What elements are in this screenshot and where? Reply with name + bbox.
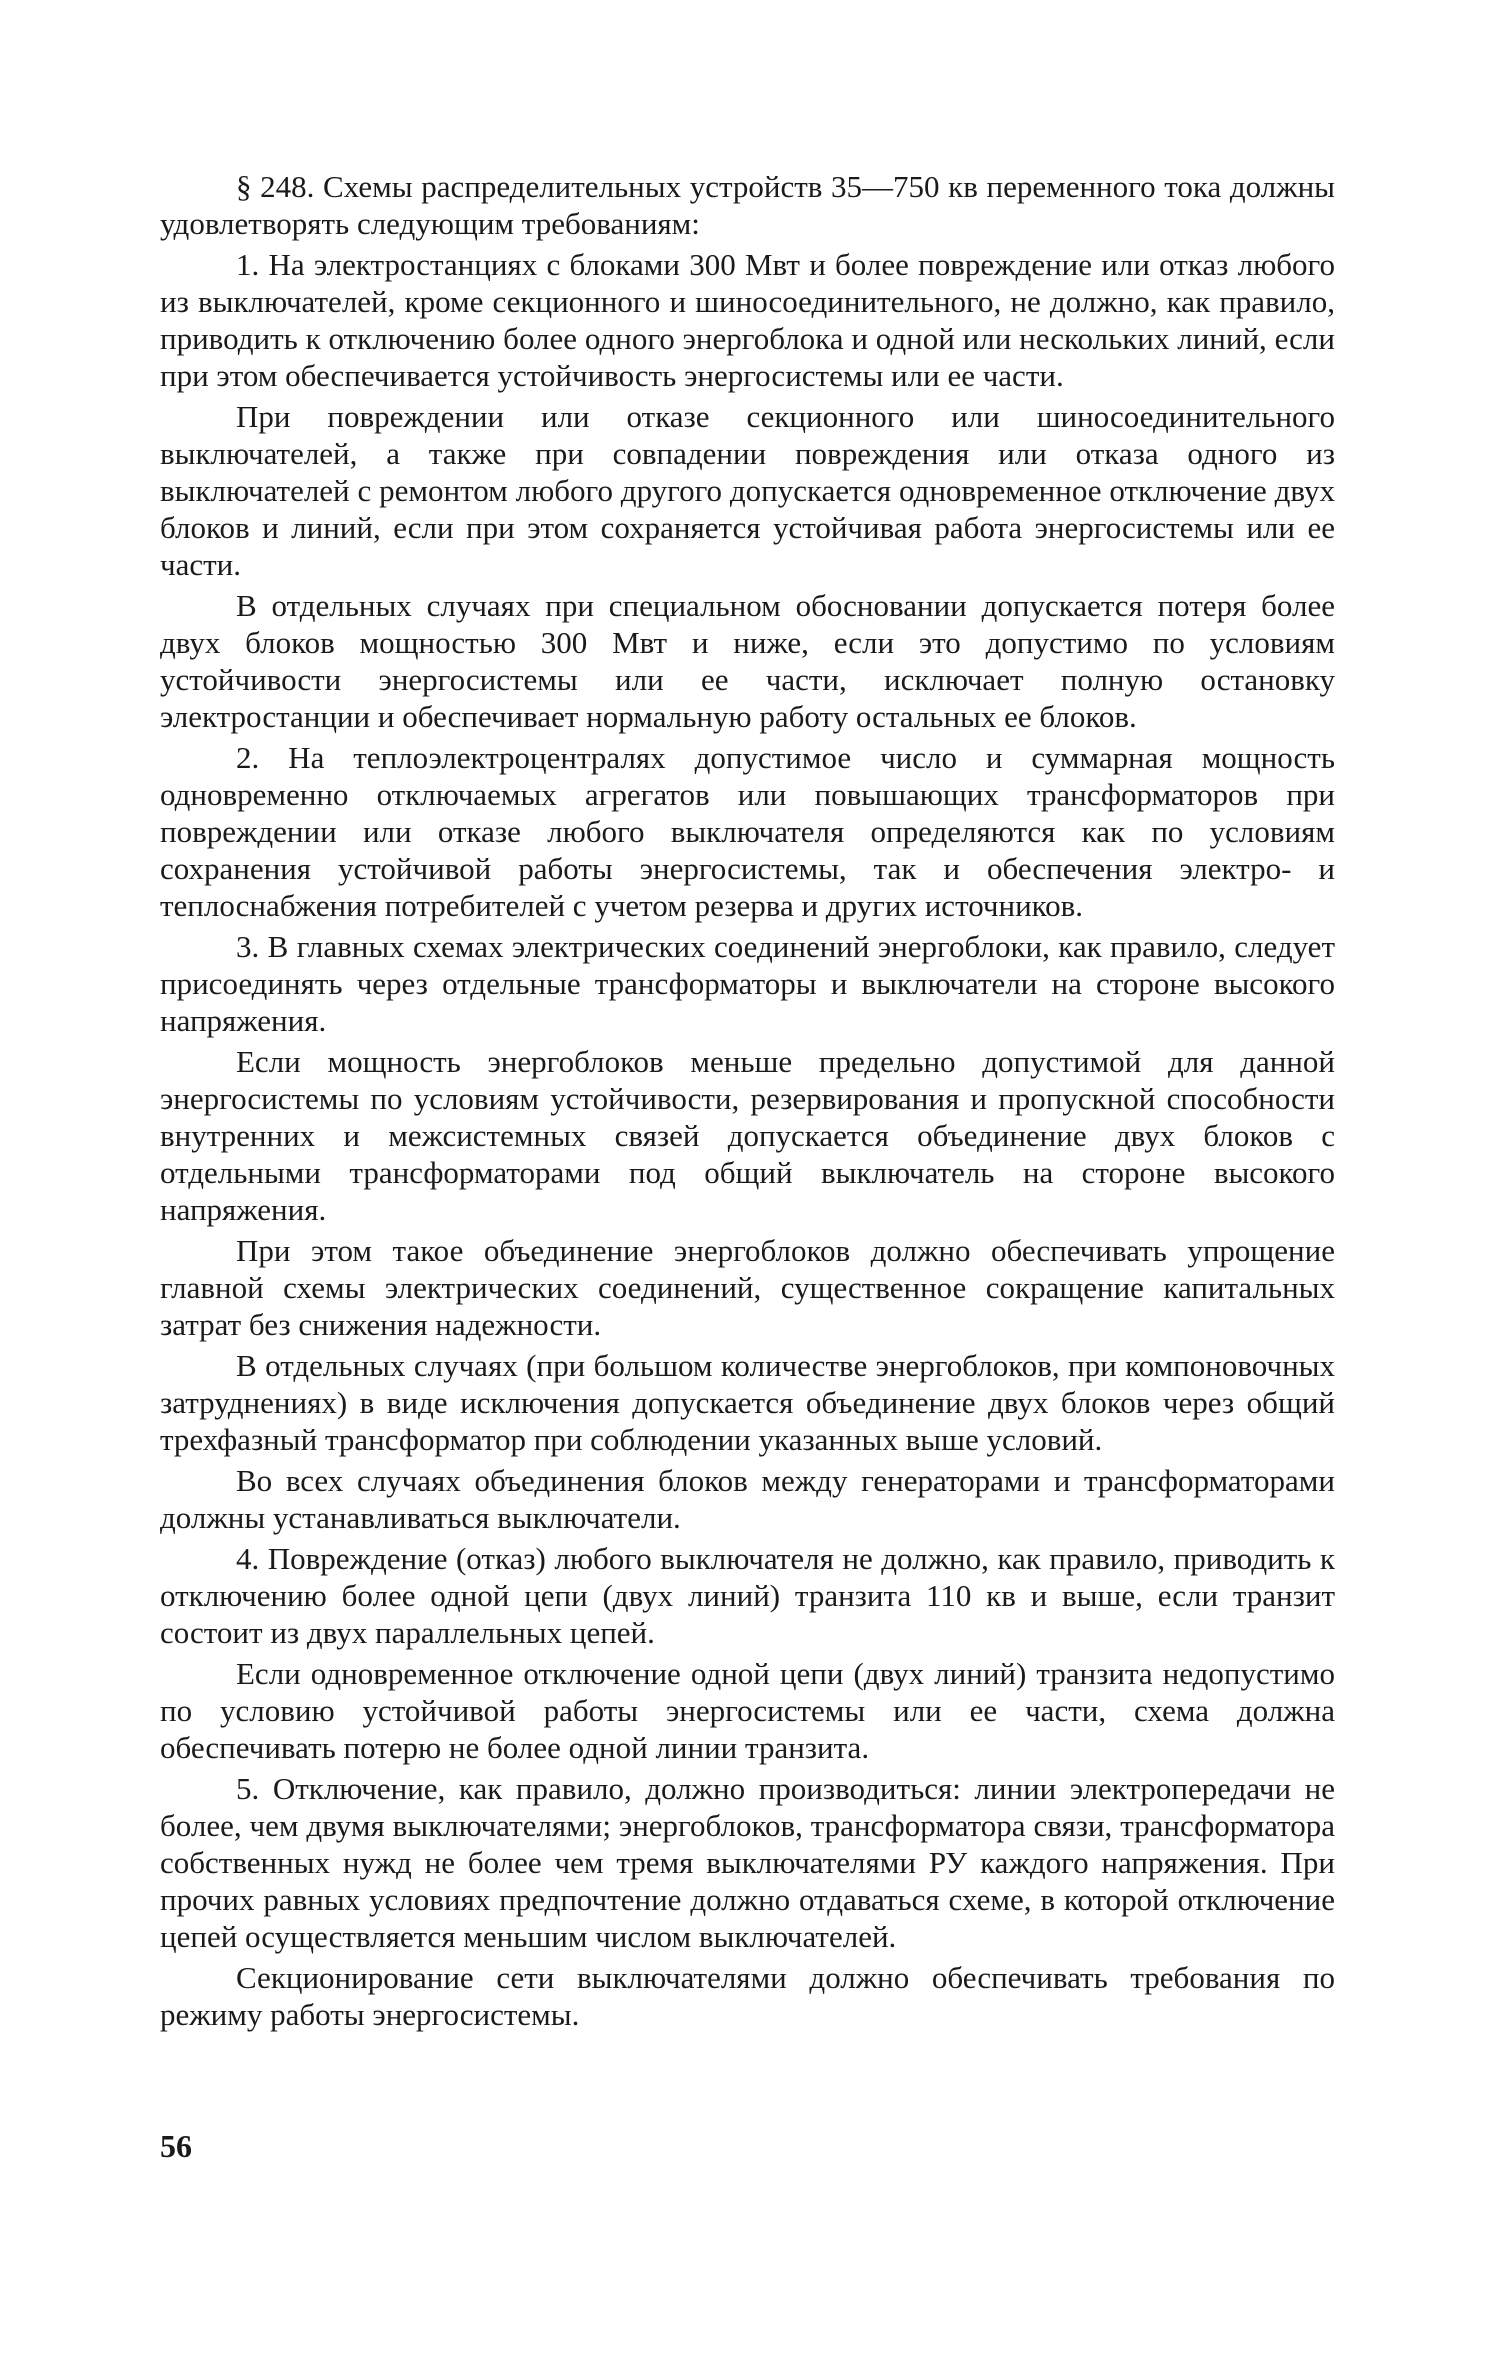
paragraph-item-1: 1. На электростанциях с блоками 300 Мвт и более повреждение или отказ любого из выключателей, кроме секционного и шиносоединительного, не должно, как правило, приводить к отключению более одного энергоблока и одной или нескольких линий, если при этом обеспечивается устойчивость энергосистемы или ее части. — [160, 247, 1335, 393]
paragraph: Секционирование сети выключателями должно обеспечивать требования по режиму работы энергосистемы. — [160, 1960, 1335, 2032]
paragraph-item-4: 4. Повреждение (отказ) любого выключателя не должно, как правило, приводить к отключению более одной цепи (двух линий) транзита 110 кв и выше, если транзит состоит из двух параллельных цепей. — [160, 1541, 1335, 1650]
paragraph: В отдельных случаях при специальном обосновании допускается потеря более двух блоков мощностью 300 Мвт и ниже, если это допустимо по условиям устойчивости энергосистемы или ее части, исключает полную остановку электростанции и обеспечивает нормальную работу остальных ее блоков. — [160, 588, 1335, 734]
paragraph: Если мощность энергоблоков меньше предельно допустимой для данной энергосистемы по условиям устойчивости, резервирования и пропускной способности внутренних и межсистемных связей допускается объединение двух блоков с отдельными трансформаторами под общий выключатель на стороне высокого напряжения. — [160, 1044, 1335, 1227]
paragraph-item-3: 3. В главных схемах электрических соединений энергоблоки, как правило, следует присоединять через отдельные трансформаторы и выключатели на стороне высокого напряжения. — [160, 929, 1335, 1038]
paragraph: При повреждении или отказе секционного или шиносоединительного выключателей, а также при совпадении повреждения или отказа одного из выключателей с ремонтом любого другого допускается одновременное отключение двух блоков и линий, если при этом сохраняется устойчивая работа энергосистемы или ее части. — [160, 399, 1335, 582]
paragraph: В отдельных случаях (при большом количестве энергоблоков, при компоновочных затруднениях) в виде исключения допускается объединение двух блоков через общий трехфазный трансформатор при соблюдении указанных выше условий. — [160, 1348, 1335, 1457]
paragraph: Если одновременное отключение одной цепи (двух линий) транзита недопустимо по условию устойчивой работы энергосистемы или ее части, схема должна обеспечивать потерю не более одной линии транзита. — [160, 1656, 1335, 1765]
page-number: 56 — [160, 2128, 192, 2164]
paragraph: При этом такое объединение энергоблоков должно обеспечивать упрощение главной схемы электрических соединений, существенное сокращение капитальных затрат без снижения надежности. — [160, 1233, 1335, 1342]
paragraph: Во всех случаях объединения блоков между генераторами и трансформаторами должны устанавливаться выключатели. — [160, 1463, 1335, 1535]
paragraph-item-5: 5. Отключение, как правило, должно производиться: линии электропередачи не более, чем двумя выключателями; энергоблоков, трансформатора связи, трансформатора собственных нужд не более чем тремя выключателями РУ каждого напряжения. При прочих равных условиях предпочтение должно отдаваться схеме, в которой отключение цепей осуществляется меньшим числом выключателей. — [160, 1771, 1335, 1954]
paragraph-item-2: 2. На теплоэлектроцентралях допустимое число и суммарная мощность одновременно отключаемых агрегатов или повышающих трансформаторов при повреждении или отказе любого выключателя определяются как по условиям сохранения устойчивой работы энергосистемы, так и обеспечения электро- и теплоснабжения потребителей с учетом резерва и других источников. — [160, 740, 1335, 923]
page-text — [160, 168, 1335, 2033]
paragraph-section-248: § 248. Схемы распределительных устройств 35—750 кв переменного тока должны удовлетворять следующим требованиям: — [160, 169, 1335, 241]
